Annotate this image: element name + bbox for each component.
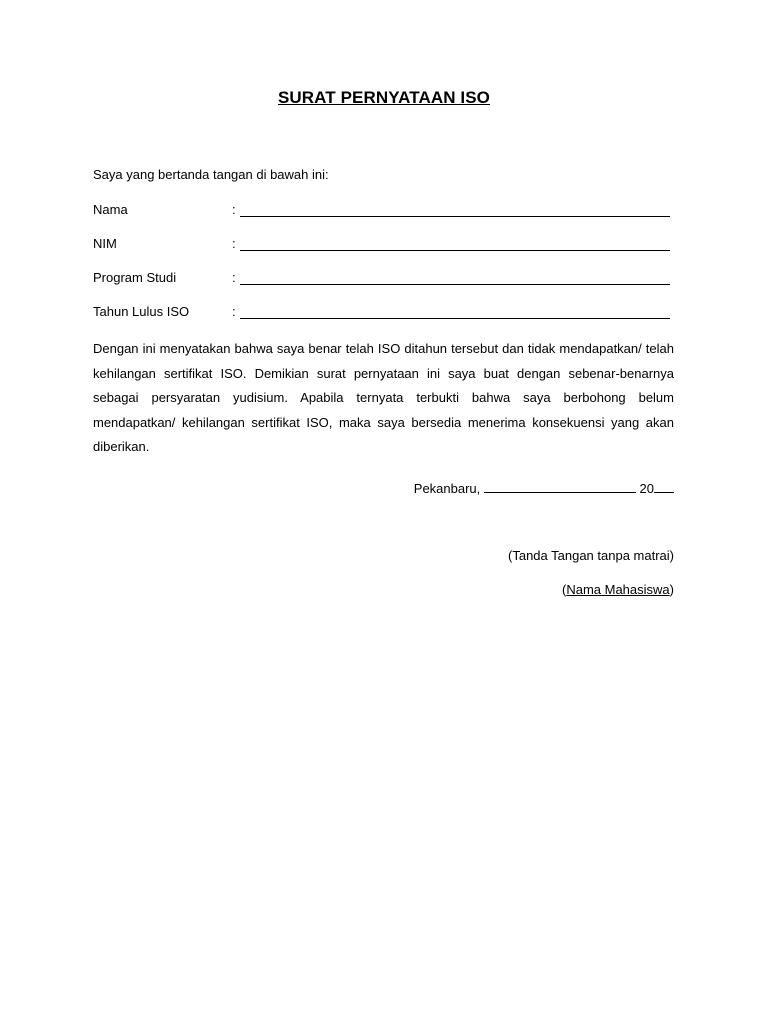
place-label: Pekanbaru, bbox=[413, 481, 481, 496]
year-prefix: 20 bbox=[639, 481, 654, 496]
field-blank-line bbox=[240, 202, 670, 217]
field-row-program-studi bbox=[93, 270, 673, 290]
field-colon: : bbox=[232, 270, 236, 285]
field-label: Program Studi bbox=[93, 270, 177, 285]
date-blank-line bbox=[484, 480, 636, 493]
statement-paragraph: Dengan ini menyatakan bahwa saya benar telah ISO ditahun tersebut dan tidak mendapatkan/ telah kehilangan sertifikat ISO. Demikian surat pernyataan ini saya buat dengan sebenar-benarnya sebagai persyaratan yudisium. Apabila ternyata terbukti bahwa saya berbohong belum mendapatkan/ kehilangan sertifikat ISO, maka saya bersedia menerima konsekuensi yang akan diberikan. bbox=[93, 341, 674, 454]
field-label: Nama bbox=[93, 202, 128, 217]
signature-note: (Tanda Tangan tanpa matrai) bbox=[508, 548, 674, 563]
field-colon: : bbox=[232, 304, 236, 319]
field-blank-line bbox=[240, 304, 670, 319]
field-blank-line bbox=[240, 236, 670, 251]
field-row-nama bbox=[93, 202, 673, 222]
year-blank-line bbox=[654, 480, 674, 493]
field-row-tahun-lulus bbox=[93, 304, 673, 324]
signature-name: Nama Mahasiswa bbox=[566, 582, 670, 597]
field-label: NIM bbox=[93, 236, 117, 251]
signature-close-paren: ) bbox=[669, 582, 674, 597]
document-title: SURAT PERNYATAAN ISO bbox=[277, 88, 490, 107]
field-label: Tahun Lulus ISO bbox=[93, 304, 190, 319]
field-colon: : bbox=[232, 236, 236, 251]
place-date-line bbox=[414, 480, 674, 496]
signature-name-line bbox=[562, 582, 674, 597]
field-row-nim bbox=[93, 236, 673, 256]
field-colon: : bbox=[232, 202, 236, 217]
signature-open-paren: ( bbox=[561, 582, 567, 597]
intro-text: Saya yang bertanda tangan di bawah ini: bbox=[93, 167, 329, 182]
field-blank-line bbox=[240, 270, 670, 285]
